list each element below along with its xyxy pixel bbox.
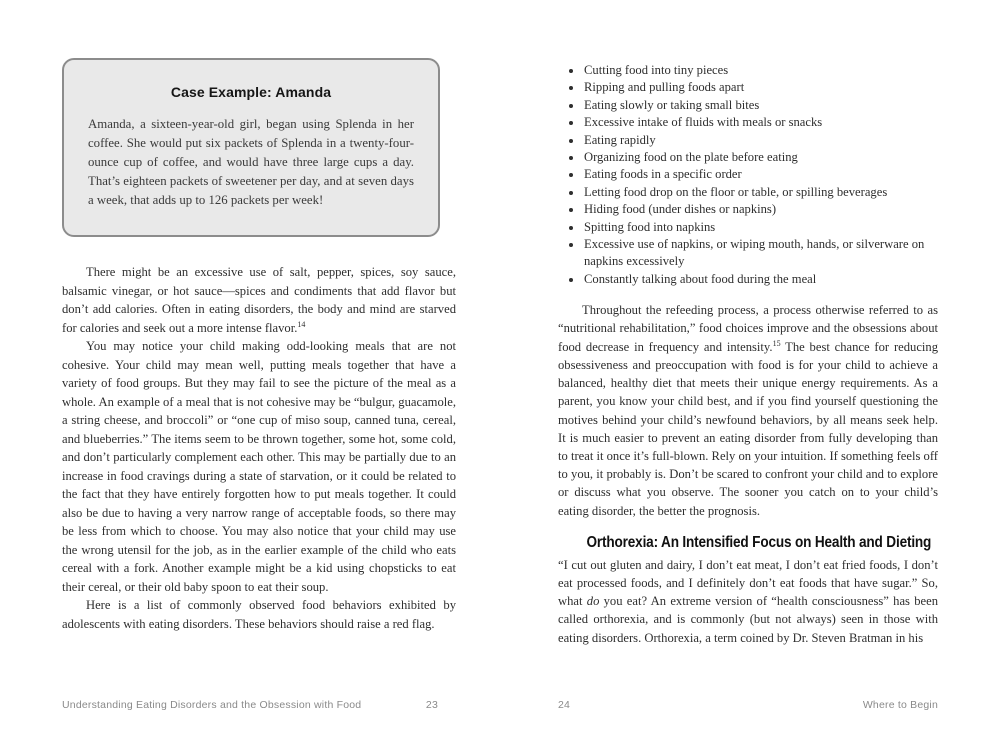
paragraph-orthorexia xyxy=(558,556,938,647)
page-number-right: 24 xyxy=(558,699,571,711)
behavior-item: • Eating foods in a specific order xyxy=(583,166,938,183)
paragraph-odd-meals: You may notice your child making odd-looking meals that are not cohesive. Your child may mean well, putting meals together that have a variety of food groups. But they may fail to see the picture of the meal as a whole. An example of a meal that is not cohesive may be “bulgur, guacamole, a string cheese, and broccoli” or “one cup of miso soup, canned tuna, cereal, and blueberries.” The items seem to be thrown together, some hot, some cold, and don’t particularly complement each other. This may be partially due to an increase in food cravings during a state of starvation, or it could be related to the fact that they have entirely forgotten how to put meals together. It could also be due to having a very narrow range of acceptable foods, so there may be less from which to choose. You may also notice that your child may use the wrong utensil for the job, as in the earlier example of the child who eats cereal with a fork. Another example might be a kid using chopsticks to eat their cereal, or their old baby spoon to eat their soup. xyxy=(62,339,456,594)
footnote-ref-15: 15 xyxy=(772,338,781,348)
case-example-box xyxy=(62,58,440,237)
paragraph-orthorexia-part2: you eat? An extreme version of “health consciousness” has been called orthorexia, and is commonly (but not always) seen in those with eating disorders. Orthorexia, a term coined by Dr. Steven Bratman in his xyxy=(558,594,938,645)
left-body-text xyxy=(62,263,456,633)
section-heading-orthorexia: Orthorexia: An Intensified Focus on Health and Dieting xyxy=(586,533,932,551)
paragraph-orthorexia-part1: “I cut out gluten and dairy, I don’t eat meat, I don’t eat fried foods, I don’t eat processed foods, and I definitely don’t eat foods that have sugar.” So, what xyxy=(558,557,938,609)
page-number-left: 23 xyxy=(425,699,438,711)
behavior-item: • Organizing food on the plate before eating xyxy=(583,149,938,166)
behavior-item: • Excessive intake of fluids with meals or snacks xyxy=(583,114,938,131)
case-box-title: Case Example: Amanda xyxy=(170,84,332,100)
paragraph-flavor-text: There might be an excessive use of salt, pepper, spices, soy sauce, balsamic vinegar, or hot sauce—spices and condiments that add flavor but don’t add calories. Often in eating disorders, the body and mind are starved for calories and seek out a more intense flavor. xyxy=(62,265,456,335)
paragraph-refeeding-part2: The best chance for reducing obsessiveness and preoccupation with food is for your child to achieve a balanced, healthy diet that meets their unique energy requirements. As a parent, you know your child best, and if you find yourself questioning the motives behind your child’s newfound behaviors, by all means seek help. It is much easier to prevent an eating disorder from fully developing than to treat it once it’s full-blown. Rely on your intuition. If something feels off to you, it probably is. Don’t be scared to confront your child and to explore or discuss what you observe. The sooner you catch on to your child’s eating disorder, the better the prognosis. xyxy=(558,339,938,518)
food-behavior-list xyxy=(558,62,938,288)
paragraph-refeeding xyxy=(558,301,938,519)
page-footer-left xyxy=(62,699,438,711)
behavior-item: • Constantly talking about food during the meal xyxy=(583,271,938,288)
paragraph-orthorexia-italic: do xyxy=(586,594,600,609)
running-footer-section-title: Where to Begin xyxy=(862,699,938,711)
behavior-item: • Cutting food into tiny pieces xyxy=(583,62,938,79)
behavior-item: • Excessive use of napkins, or wiping mouth, hands, or silverware on napkins excessively xyxy=(583,236,938,271)
page-footer-right xyxy=(558,699,938,711)
running-footer-chapter-title: Understanding Eating Disorders and the Obsession with Food xyxy=(62,699,362,711)
paragraph-red-flag: Here is a list of commonly observed food behaviors exhibited by adolescents with eating disorders. These behaviors should raise a red flag. xyxy=(62,598,456,631)
page-left xyxy=(62,0,456,750)
page-right xyxy=(558,0,938,750)
case-box-body: Amanda, a sixteen-year-old girl, began using Splenda in her coffee. She would put six packets of Splenda in a twenty-four-ounce cup of coffee, and would have three large cups a day. That’s eighteen packets of sweetener per day, and at seven days a week, that adds up to 126 packets per week! xyxy=(88,117,414,207)
behavior-item: • Hiding food (under dishes or napkins) xyxy=(583,201,938,218)
behavior-item: • Eating rapidly xyxy=(583,132,938,149)
paragraph-refeeding-part1: Throughout the refeeding process, a process otherwise referred to as “nutritional rehabilitation,” food choices improve and the obsessions about food decrease in frequency and intensity. xyxy=(558,303,938,354)
footnote-ref-14: 14 xyxy=(297,319,306,329)
behavior-item: • Eating slowly or taking small bites xyxy=(583,97,938,114)
behavior-item: • Letting food drop on the floor or table, or spilling beverages xyxy=(583,184,938,201)
behavior-item: • Spitting food into napkins xyxy=(583,219,938,236)
behavior-item: • Ripping and pulling foods apart xyxy=(583,79,938,96)
paragraph-flavor xyxy=(62,263,456,337)
